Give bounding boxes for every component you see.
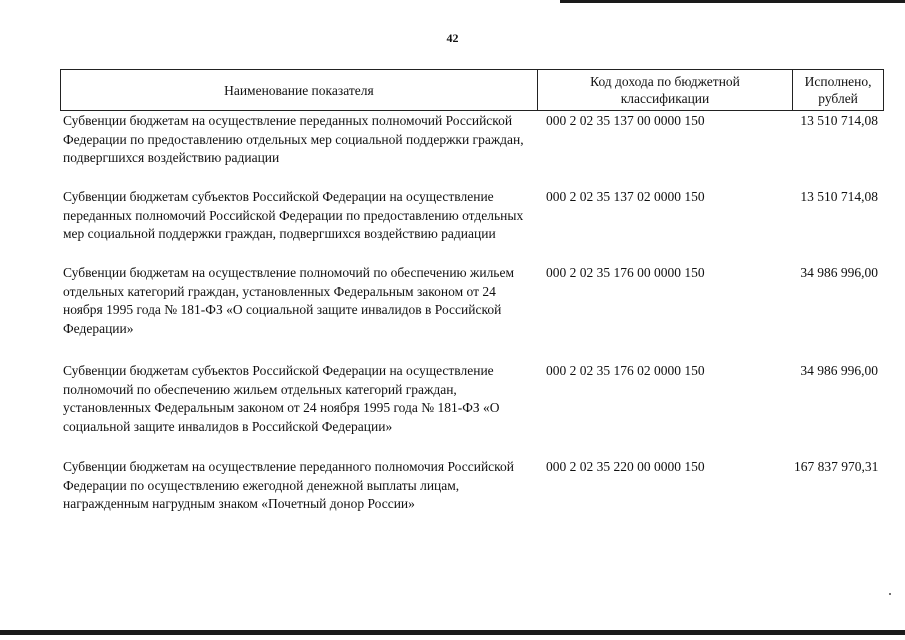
table-header-row xyxy=(60,69,884,111)
row-code: 000 2 02 35 137 00 0000 150 xyxy=(546,113,705,128)
row-name: Субвенции бюджетам на осуществление переданных полномочий Российской Федерации по предоставлению отдельных мер социальной поддержки граждан, подвергшихся воздействию радиации xyxy=(63,113,524,165)
row-amount: 34 986 996,00 xyxy=(800,363,878,378)
table-row xyxy=(60,457,884,537)
revenue-table xyxy=(60,69,884,537)
row-amount: 34 986 996,00 xyxy=(800,265,878,280)
row-code: 000 2 02 35 137 02 0000 150 xyxy=(546,189,705,204)
row-code: 000 2 02 35 176 02 0000 150 xyxy=(546,363,705,378)
row-amount: 13 510 714,08 xyxy=(800,189,878,204)
row-name: Субвенции бюджетам субъектов Российской Федерации на осуществление переданных полномочий Российской Федерации по предоставлению отдельных мер социальной поддержки граждан, подвергшихся воздействию радиации xyxy=(63,189,524,241)
scan-speck xyxy=(889,593,891,595)
scan-edge-bottom xyxy=(0,630,905,635)
table-row xyxy=(60,187,884,263)
scan-edge-top xyxy=(560,0,905,3)
table-row xyxy=(60,111,884,187)
row-name: Субвенции бюджетам на осуществление полномочий по обеспечению жильем отдельных категорий граждан, установленных Федеральным законом от 24 ноября 1995 года № 181-ФЗ «О социальной защите инвалидов в Российской Федерации» xyxy=(63,265,514,336)
header-amount: Исполнено, рублей xyxy=(804,74,872,106)
table-row xyxy=(60,361,884,457)
row-name: Субвенции бюджетам на осуществление переданного полномочия Российской Федерации по осуществлению ежегодной денежной выплаты лицам, награжденным нагрудным знаком «Почетный донор России» xyxy=(63,459,515,511)
table-row xyxy=(60,263,884,361)
row-name: Субвенции бюджетам субъектов Российской Федерации на осуществление полномочий по обеспечению жильем отдельных категорий граждан, установленных Федеральным законом от 24 ноября 1995 года № 181-ФЗ «О социальной защите инвалидов в Российской Федерации» xyxy=(63,363,500,434)
page-number: 42 xyxy=(446,31,459,45)
row-amount: 13 510 714,08 xyxy=(800,113,878,128)
header-code: Код дохода по бюджетной классификации xyxy=(538,70,793,110)
row-amount: 167 837 970,31 xyxy=(794,459,879,474)
row-code: 000 2 02 35 220 00 0000 150 xyxy=(546,459,705,474)
row-code: 000 2 02 35 176 00 0000 150 xyxy=(546,265,705,280)
header-name: Наименование показателя xyxy=(61,70,538,110)
